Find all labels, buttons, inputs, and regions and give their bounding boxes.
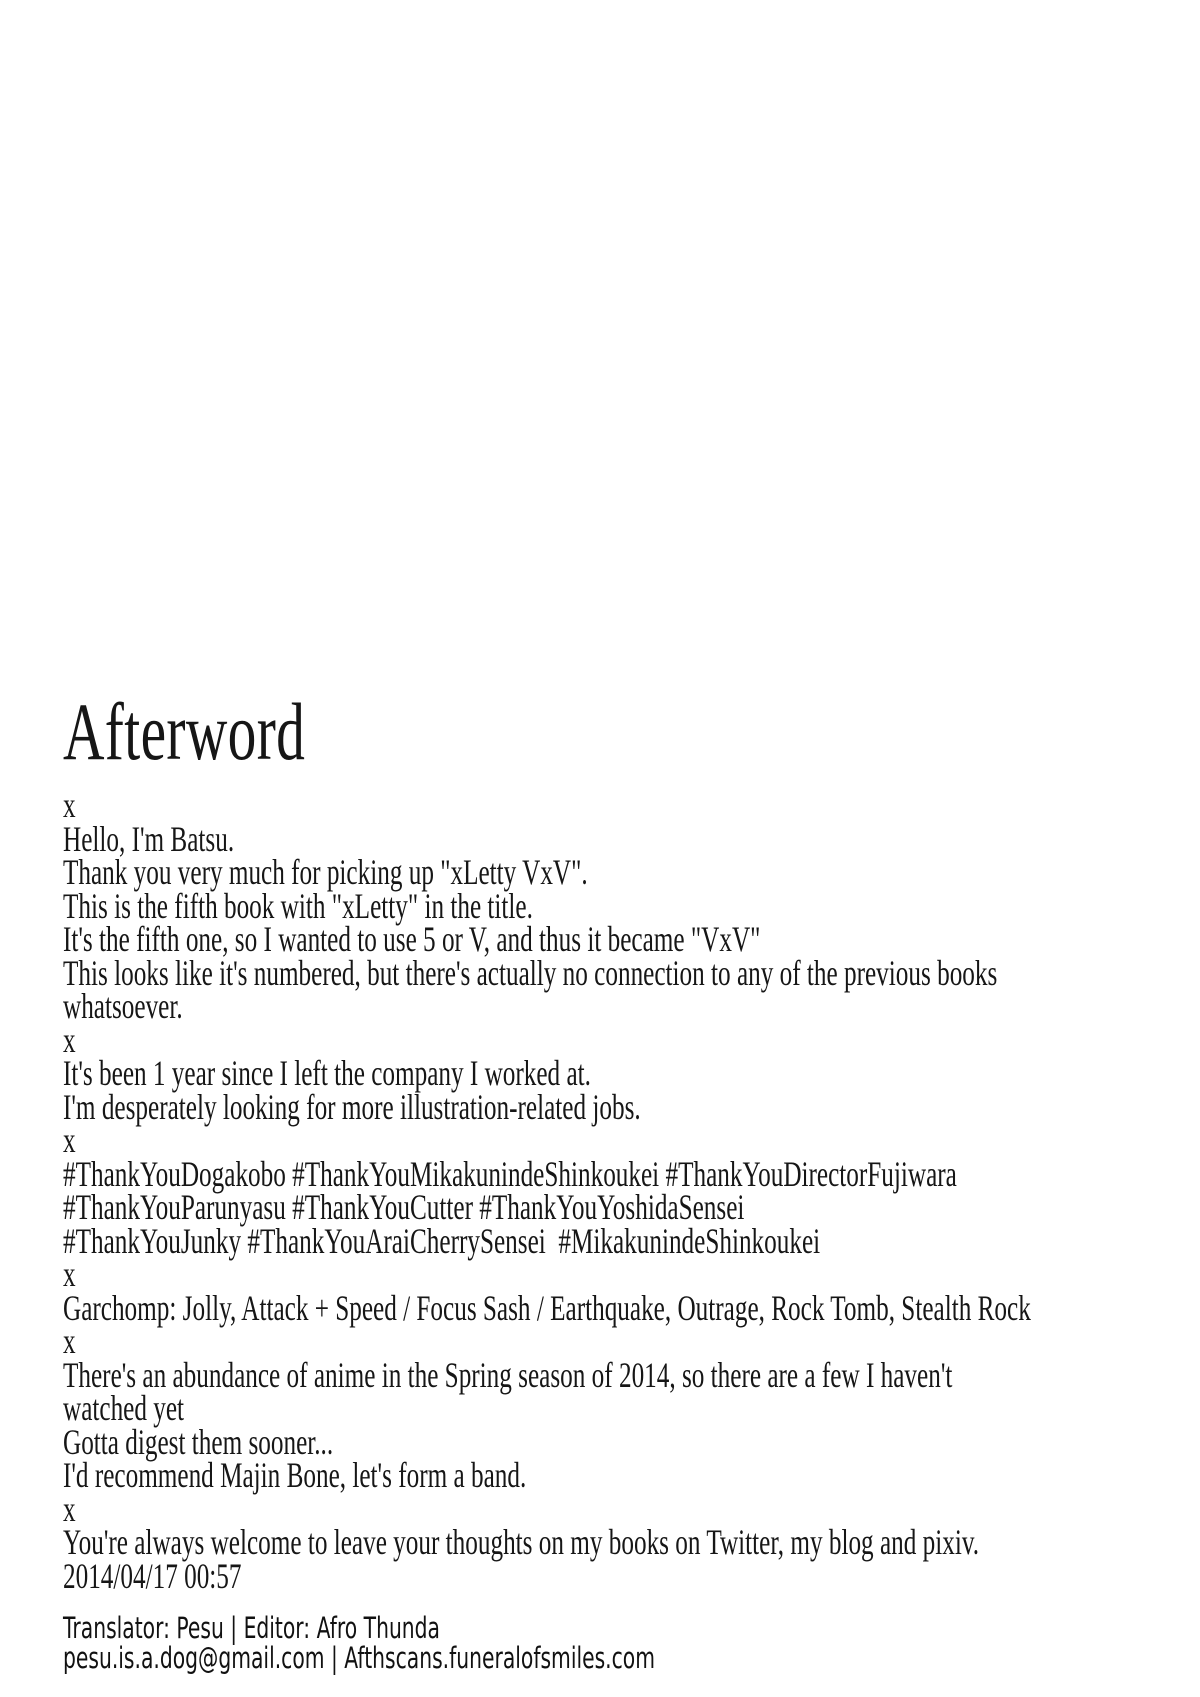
hashtag-line: #ThankYouParunyasu #ThankYouCutter #ThankYouYoshidaSensei — [63, 1187, 745, 1227]
scanlation-credits — [63, 1613, 1183, 1673]
separator-x: x — [63, 785, 76, 825]
separator-x: x — [63, 1254, 76, 1294]
hashtag-line: #ThankYouDogakobo #ThankYouMikakunindeShinkoukei #ThankYouDirectorFujiwara — [63, 1153, 957, 1194]
afterword-line: I'm desperately looking for more illustration-related jobs. — [63, 1086, 641, 1127]
afterword-line: whatsoever. — [63, 986, 183, 1026]
page-content — [63, 686, 1183, 1675]
afterword-line: You're always welcome to leave your thoughts on my books on Twitter, my blog and pixiv. — [63, 1522, 980, 1562]
separator-x: x — [63, 1321, 76, 1361]
afterword-line: This looks like it's numbered, but there's actually no connection to any of the previous books — [63, 952, 998, 993]
credits-staff: Translator: Pesu | Editor: Afro Thunda — [63, 1611, 441, 1645]
hashtag-line: #ThankYouJunky #ThankYouAraiCherrySensei #MikakunindeShinkoukei — [63, 1220, 821, 1261]
separator-x: x — [63, 1488, 76, 1529]
credits-contact: pesu.is.a.dog@gmail.com | Afthscans.funeralofsmiles.com — [63, 1641, 655, 1675]
afterword-line: It's the fifth one, so I wanted to use 5 or V, and thus it became "VxV" — [63, 919, 761, 959]
afterword-line: Hello, I'm Batsu. — [63, 818, 235, 859]
page-title: Afterword — [63, 686, 306, 777]
afterword-line: Thank you very much for picking up "xLetty VxV". — [63, 852, 588, 892]
afterword-line: I'd recommend Majin Bone, let's form a band. — [63, 1455, 527, 1495]
afterword-line: Garchomp: Jolly, Attack + Speed / Focus Sash / Earthquake, Outrage, Rock Tomb, Stealth Rock — [63, 1287, 1031, 1328]
separator-x: x — [63, 1019, 76, 1060]
afterword-line: Gotta digest them sooner... — [63, 1421, 334, 1462]
afterword-line: watched yet — [63, 1388, 185, 1428]
afterword-body — [63, 785, 1183, 1596]
afterword-line: It's been 1 year since I left the company I worked at. — [63, 1053, 591, 1093]
afterword-line: This is the fifth book with "xLetty" in the title. — [63, 885, 533, 926]
date-timestamp: 2014/04/17 00:57 — [63, 1555, 242, 1596]
afterword-line: There's an abundance of anime in the Spring season of 2014, so there are a few I haven't — [63, 1354, 953, 1395]
separator-x: x — [63, 1120, 76, 1160]
